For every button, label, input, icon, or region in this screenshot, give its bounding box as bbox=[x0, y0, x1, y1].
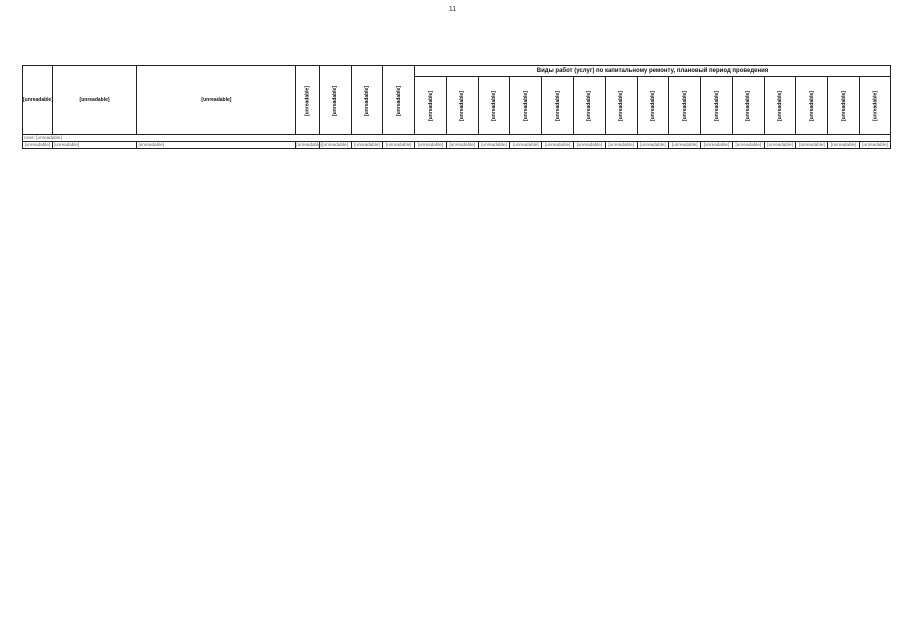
table-cell: [unreadable] bbox=[828, 142, 860, 149]
col-header: [unreadable] bbox=[542, 77, 574, 135]
col-header: [unreadable] bbox=[860, 77, 891, 135]
col-header: [unreadable] bbox=[796, 77, 828, 135]
table-cell: [unreadable] bbox=[573, 142, 605, 149]
table-cell: [unreadable] bbox=[446, 142, 478, 149]
col-header: [unreadable] bbox=[415, 77, 447, 135]
col-header: [unreadable] bbox=[828, 77, 860, 135]
table-cell: [unreadable] bbox=[415, 142, 447, 149]
col-header: [unreadable] bbox=[764, 77, 796, 135]
table-cell: [unreadable] bbox=[701, 142, 733, 149]
col-header: [unreadable] bbox=[573, 77, 605, 135]
table-cell: [unreadable] bbox=[510, 142, 542, 149]
table-cell: [unreadable] bbox=[52, 142, 137, 149]
col-header: [unreadable] bbox=[446, 77, 478, 135]
table-cell: [unreadable] bbox=[796, 142, 828, 149]
capital-repair-table-container bbox=[22, 65, 891, 620]
page-number: 11 bbox=[448, 6, 457, 13]
table-cell: [unreadable] bbox=[860, 142, 891, 149]
col-header: [unreadable] bbox=[383, 66, 415, 135]
col-header: [unreadable] bbox=[605, 77, 637, 135]
table-cell: [unreadable] bbox=[137, 142, 296, 149]
table-cell: [unreadable] bbox=[637, 142, 669, 149]
table-cell: [unreadable] bbox=[319, 142, 351, 149]
col-header: [unreadable] bbox=[732, 77, 764, 135]
col-header: [unreadable] bbox=[701, 77, 733, 135]
col-header: [unreadable] bbox=[351, 66, 383, 135]
works-banner: Виды работ (услуг) по капитальному ремонту, плановый период проведения bbox=[415, 66, 891, 77]
col-header: [unreadable] bbox=[478, 77, 510, 135]
table-cell: [unreadable] bbox=[351, 142, 383, 149]
table-cell: [unreadable] bbox=[296, 142, 322, 147]
col-header: [unreadable] bbox=[510, 77, 542, 135]
col-header: [unreadable] bbox=[669, 77, 701, 135]
col-header: [unreadable] bbox=[637, 77, 669, 135]
col-header: [unreadable] bbox=[137, 66, 296, 135]
table-cell: [unreadable] bbox=[383, 142, 415, 149]
col-header: [unreadable] bbox=[52, 66, 137, 135]
table-body bbox=[23, 135, 891, 149]
col-header: [unreadable] bbox=[23, 66, 53, 135]
capital-repair-table bbox=[22, 65, 891, 149]
rows-placeholder: rows: [unreadable] bbox=[23, 135, 891, 142]
col-header: [unreadable] bbox=[296, 66, 319, 135]
table-cell: [unreadable] bbox=[542, 142, 574, 149]
table-cell: [unreadable] bbox=[23, 142, 53, 149]
table-cell: [unreadable] bbox=[478, 142, 510, 149]
table-row bbox=[23, 142, 891, 149]
table-cell: [unreadable] bbox=[669, 142, 701, 149]
col-header: [unreadable] bbox=[319, 66, 351, 135]
table-cell: [unreadable] bbox=[732, 142, 764, 149]
table-cell: [unreadable] bbox=[764, 142, 796, 149]
table-cell: [unreadable] bbox=[605, 142, 637, 149]
